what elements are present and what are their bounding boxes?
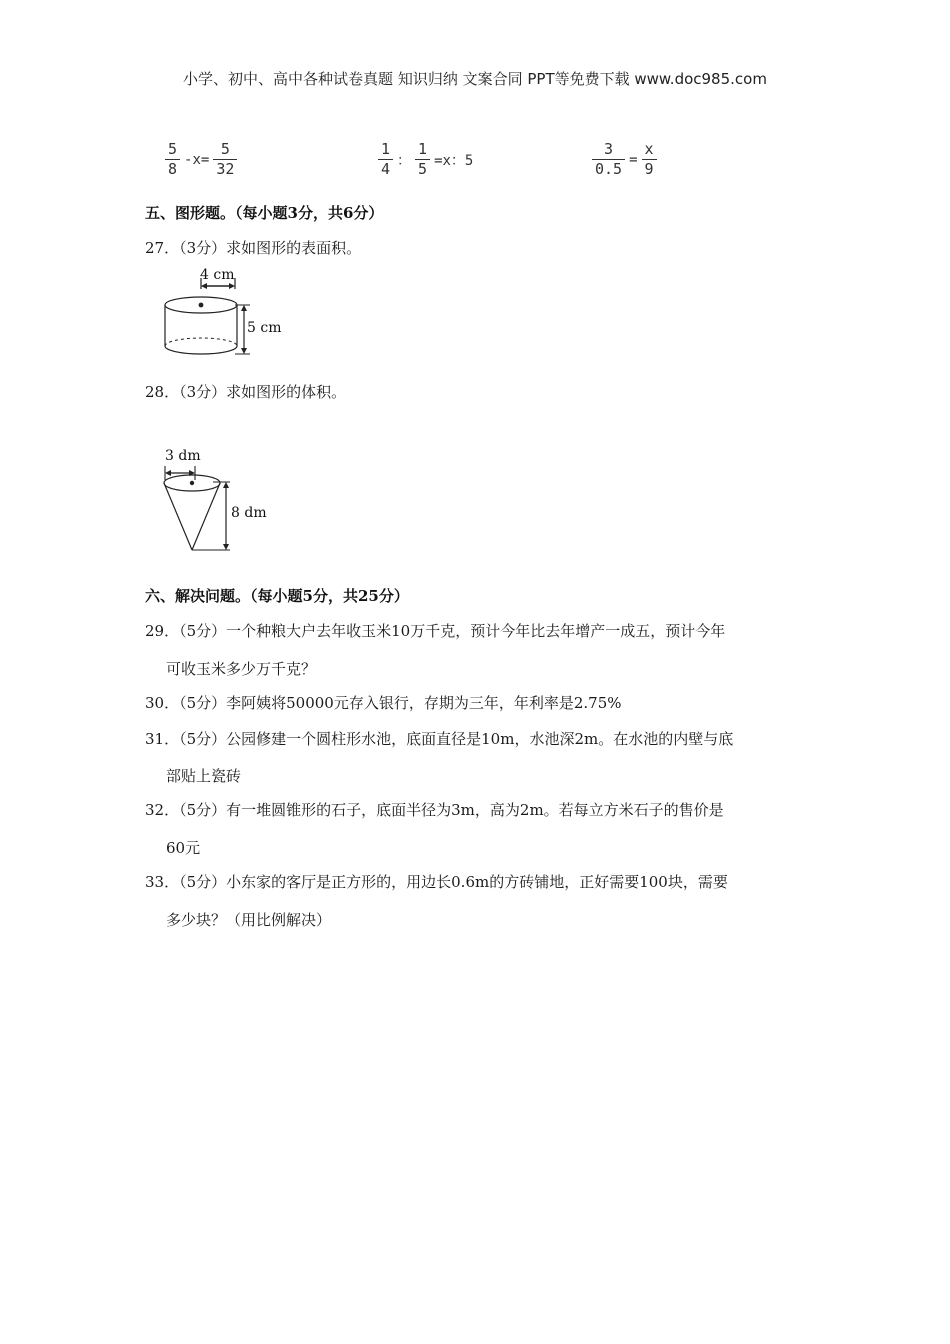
question-28: 28．（3分）求如图形的体积。 (145, 383, 347, 401)
equation-3 (590, 140, 659, 179)
operator: = (629, 151, 638, 168)
fraction (592, 140, 625, 179)
question-30: 30．（5分）李阿姨将50000元存入银行，存期为三年，年利率是2.75% (145, 694, 622, 712)
equation-1 (163, 140, 239, 179)
denominator: 5 (418, 160, 428, 178)
numerator: 1 (381, 140, 391, 158)
height-label: 5 cm (247, 320, 282, 336)
question-32-continued: 60元 (166, 839, 201, 857)
denominator: 0.5 (595, 160, 623, 178)
radius-label: 4 cm (200, 267, 235, 283)
question-33-continued: 多少块？（用比例解决） (166, 911, 332, 929)
section-5-title: 五、图形题。（每小题3分，共6分） (145, 204, 384, 222)
equation-2 (376, 140, 475, 179)
fraction (165, 140, 180, 179)
question-33: 33．（5分）小东家的客厅是正方形的，用边长0.6m的方砖铺地，正好需要100块，需要 (145, 873, 728, 891)
denominator: 9 (644, 160, 654, 178)
question-29: 29．（5分）一个种粮大户去年收玉米10万千克，预计今年比去年增产一成五，预计今年 (145, 622, 726, 640)
operator: -x= (184, 151, 210, 168)
denominator: 4 (381, 160, 391, 178)
question-32: 32．（5分）有一堆圆锥形的石子，底面半径为3m，高为2m。若每立方米石子的售价是 (145, 801, 724, 819)
question-27: 27．（3分）求如图形的表面积。 (145, 239, 362, 257)
page-header: 小学、初中、高中各种试卷真题 知识归纳 文案合同 PPT等免费下载 www.doc985.com (183, 70, 767, 88)
equation-row (0, 140, 950, 190)
question-29-continued: 可收玉米多少万千克？ (166, 660, 317, 678)
fraction (378, 140, 393, 179)
numerator: 5 (220, 140, 230, 158)
operator: ： (397, 152, 412, 169)
fraction (642, 140, 657, 179)
operator: =x：5 (434, 152, 474, 169)
fraction (415, 140, 430, 179)
denominator: 32 (216, 160, 235, 178)
question-31-continued: 部贴上瓷砖 (166, 767, 242, 785)
section-6-title: 六、解决问题。（每小题5分，共25分） (145, 587, 409, 605)
numerator: 3 (604, 140, 614, 158)
numerator: x (644, 140, 654, 158)
cone-figure (158, 444, 298, 556)
height-label: 8 dm (231, 505, 267, 521)
numerator: 5 (168, 140, 178, 158)
cylinder-figure (150, 262, 310, 362)
question-31: 31．（5分）公园修建一个圆柱形水池，底面直径是10m，水池深2m。在水池的内壁与底 (145, 730, 734, 748)
numerator: 1 (418, 140, 428, 158)
denominator: 8 (168, 160, 178, 178)
radius-label: 3 dm (165, 448, 201, 464)
fraction (213, 140, 237, 179)
